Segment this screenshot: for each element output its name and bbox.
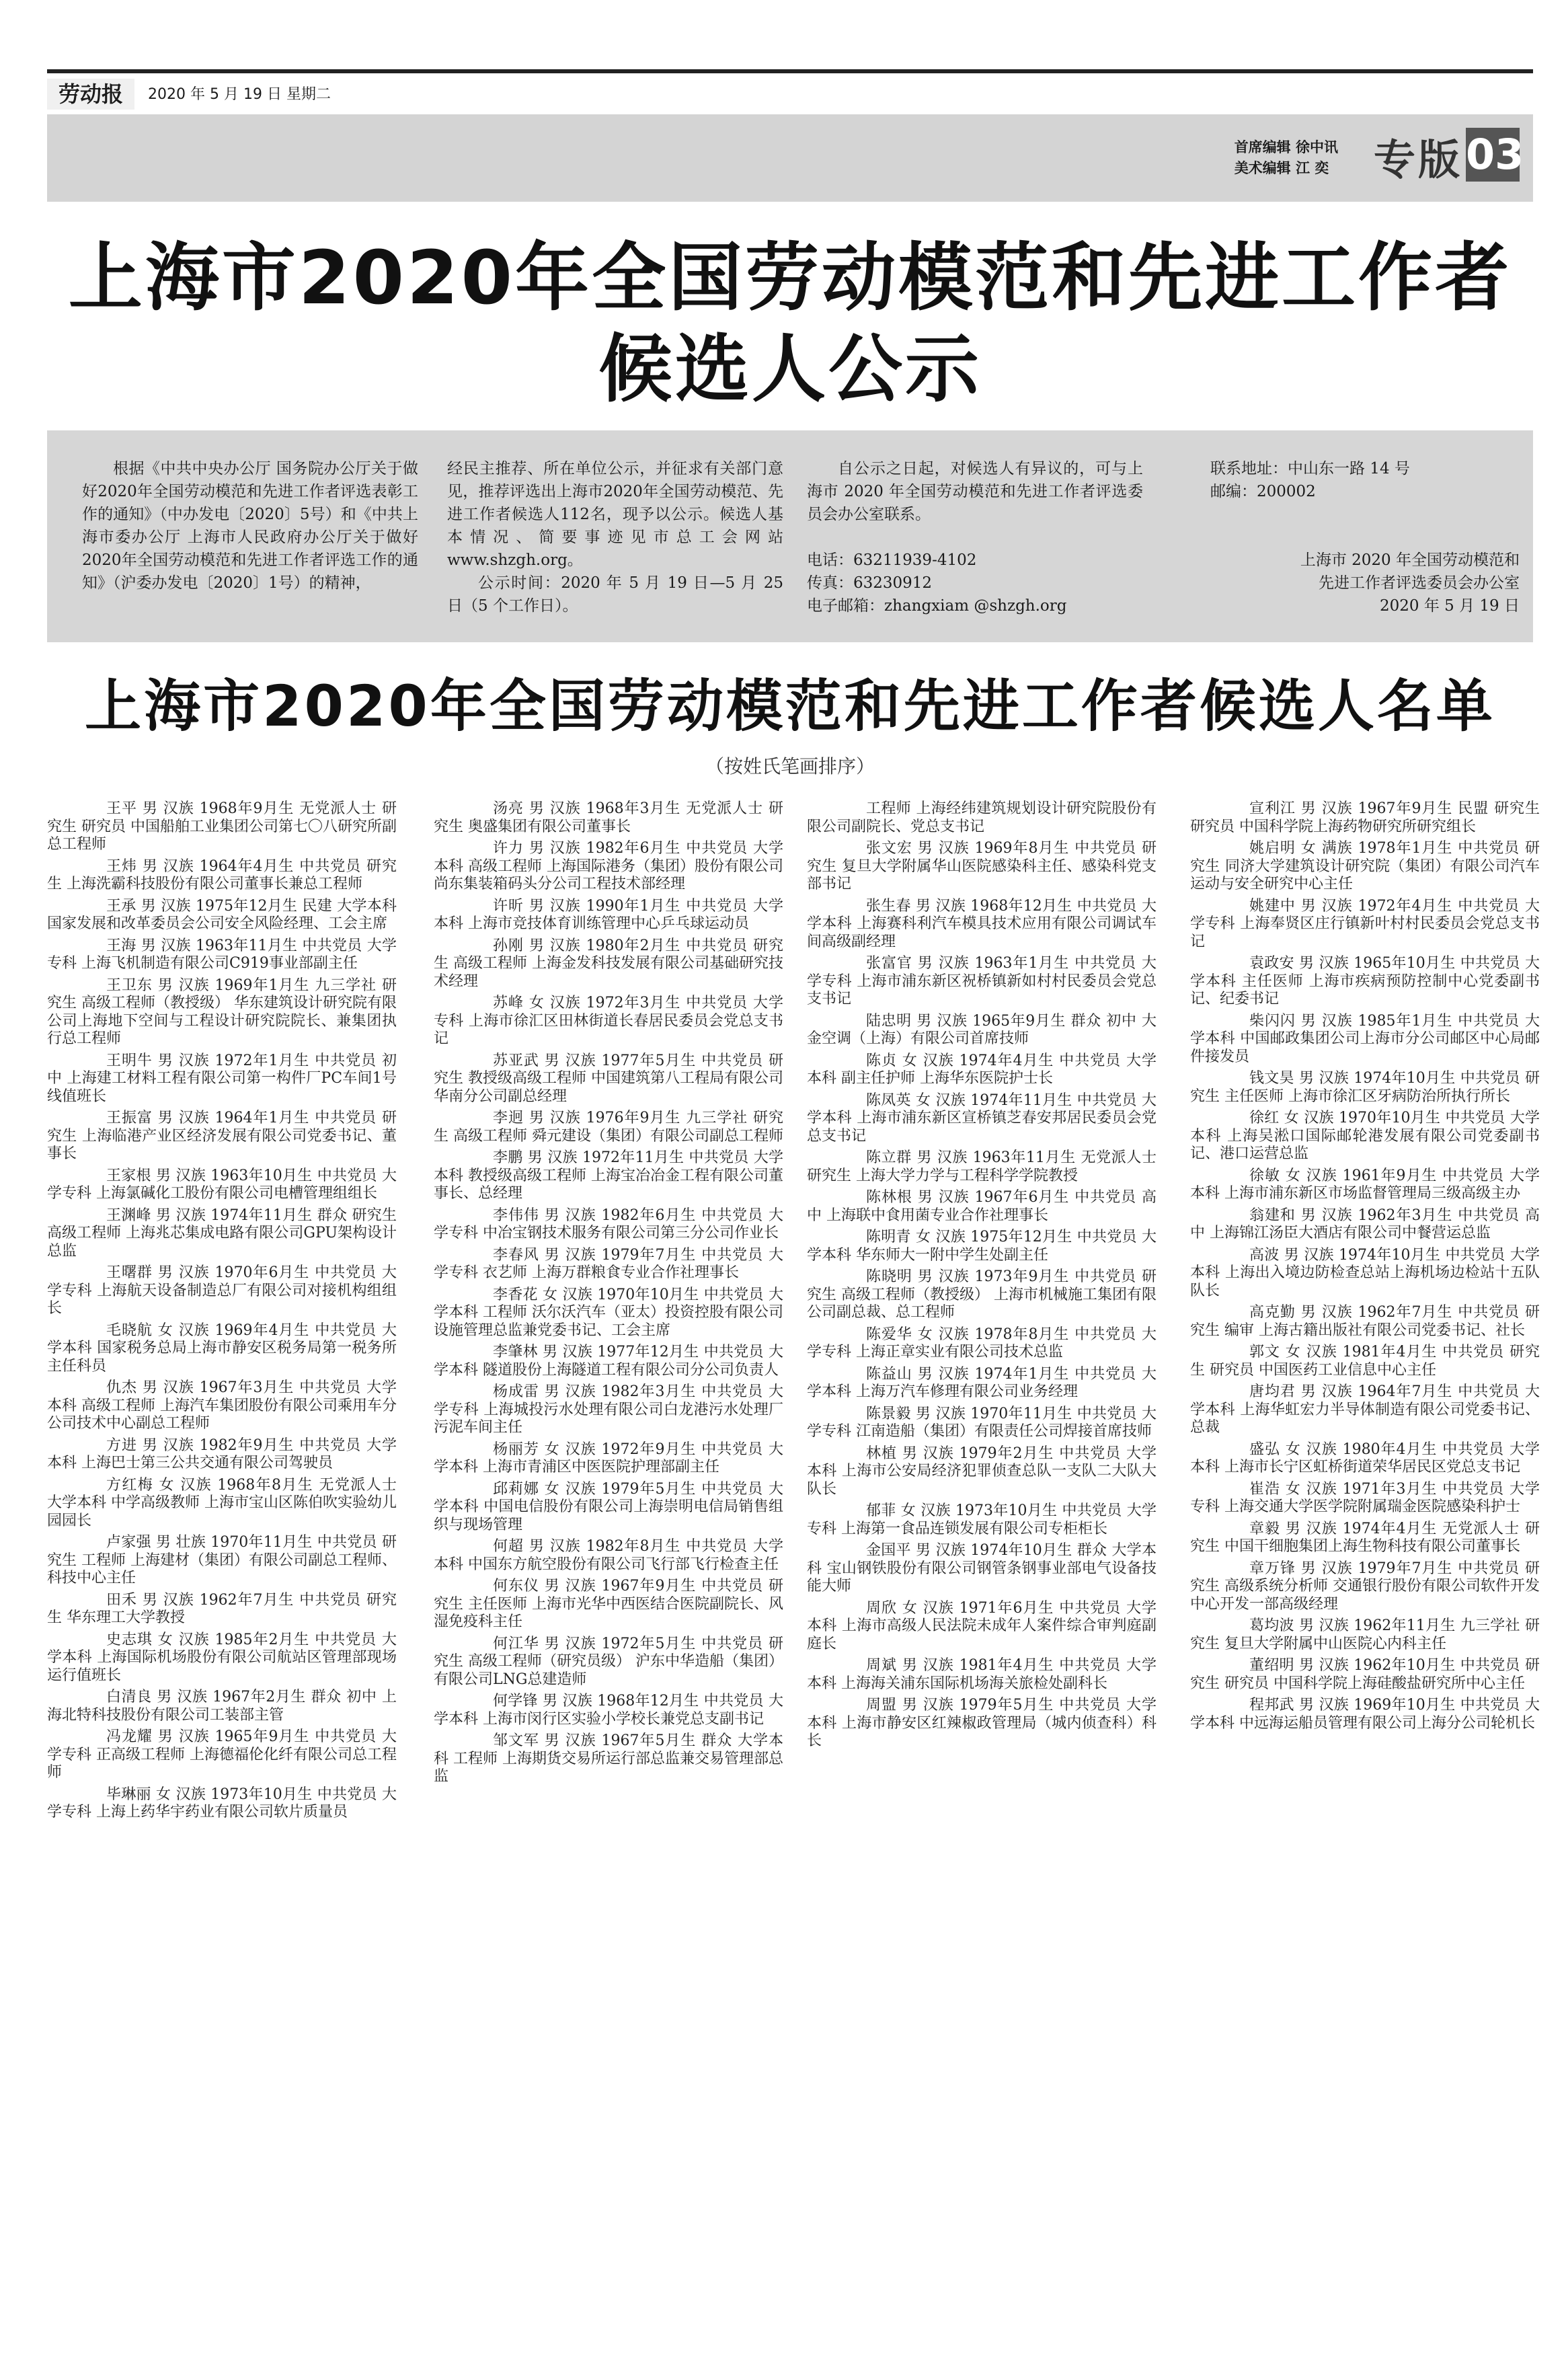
candidate-entry: 杨成雷 男 汉族 1982年3月生 中共党员 大学专科 上海城投污水处理有限公司白龙港污水处理厂污泥车间主任 bbox=[434, 1383, 783, 1436]
candidate-entry: 王承 男 汉族 1975年12月生 民建 大学本科 国家发展和改革委员会公司安全风险经理、工会主席 bbox=[47, 897, 397, 932]
candidate-entry: 陈明青 女 汉族 1975年12月生 中共党员 大学本科 华东师大一附中学生处副主任 bbox=[807, 1229, 1157, 1264]
candidate-entry: 白清良 男 汉族 1967年2月生 群众 初中 上海北特科技股份有限公司工装部主管 bbox=[47, 1689, 397, 1724]
candidate-entry: 何东仪 男 汉族 1967年9月生 中共党员 研究生 主任医师 上海市光华中西医结合医院副院长、风湿免疫科主任 bbox=[434, 1578, 783, 1630]
editor-credits bbox=[1235, 137, 1338, 179]
candidate-entry: 高克勤 男 汉族 1962年7月生 中共党员 研究生 编审 上海古籍出版社有限公司党委书记、社长 bbox=[1190, 1304, 1540, 1339]
candidate-entry: 苏峰 女 汉族 1972年3月生 中共党员 大学专科 上海市徐汇区田林街道长春居民委员会党总支书记 bbox=[434, 995, 783, 1047]
candidate-entry: 郁菲 女 汉族 1973年10月生 中共党员 大学专科 上海第一食品连锁发展有限公司专柜柜长 bbox=[807, 1502, 1157, 1537]
section-label: 专版 bbox=[1373, 135, 1462, 184]
candidate-entry: 邹文军 男 汉族 1967年5月生 群众 大学本科 工程师 上海期货交易所运行部总监兼交易管理部总监 bbox=[434, 1732, 783, 1785]
candidate-entry: 陈景毅 男 汉族 1970年11月生 中共党员 大学专科 江南造船（集团）有限责任公司焊接首席技师 bbox=[807, 1405, 1157, 1440]
candidate-entry: 毛晓航 女 汉族 1969年4月生 中共党员 大学本科 国家税务总局上海市静安区税务局第一税务所主任科员 bbox=[47, 1321, 397, 1375]
candidate-entry: 张文宏 男 汉族 1969年8月生 中共党员 研究生 复旦大学附属华山医院感染科主任、感染科党支部书记 bbox=[807, 840, 1157, 892]
candidate-column-2 bbox=[434, 800, 783, 1790]
notice-column-1 bbox=[82, 457, 418, 594]
candidate-entry: 仇杰 男 汉族 1967年3月生 中共党员 大学本科 高级工程师 上海汽车集团股份有限公司乘用车分公司技术中心副总工程师 bbox=[47, 1379, 397, 1432]
page-title-line1: 上海市2020年全国劳动模范和先进工作者 bbox=[68, 235, 1512, 321]
candidate-column-1 bbox=[47, 800, 397, 1826]
candidate-entry: 陈林根 男 汉族 1967年6月生 中共党员 高中 上海联中食用菌专业合作社理事长 bbox=[807, 1189, 1157, 1224]
candidate-entry: 周盟 男 汉族 1979年5月生 中共党员 大学本科 上海市静安区红辣椒政管理局（城内侦查科）科长 bbox=[807, 1697, 1157, 1749]
page-number: 03 bbox=[1466, 128, 1520, 182]
candidate-entry: 何江华 男 汉族 1972年5月生 中共党员 研究生 高级工程师（研究员级） 沪东中华造船（集团）有限公司LNG总建造师 bbox=[434, 1635, 783, 1688]
candidate-entry: 陈凤英 女 汉族 1974年11月生 中共党员 大学本科 上海市浦东新区宣桥镇芝春安邦居民委员会党总支书记 bbox=[807, 1091, 1157, 1145]
candidate-entry: 何学锋 男 汉族 1968年12月生 中共党员 大学本科 上海市闵行区实验小学校长兼党总支副书记 bbox=[434, 1693, 783, 1728]
notice-basis-text: 根据《中共中央办公厅 国务院办公厅关于做好2020年全国劳动模范和先进工作者评选表彰工作的通知》（中办发电〔2020〕5号）和《中共上海市委办公厅 上海市人民政府办公厅关于做好2020年全国劳动模范和先进工作者评选工作的通知》（沪委办发电〔2020〕1号）的精神， bbox=[82, 460, 418, 592]
candidate-entry: 方红梅 女 汉族 1968年8月生 无党派人士 大学本科 中学高级教师 上海市宝山区陈伯吹实验幼儿园园长 bbox=[47, 1476, 397, 1529]
list-subtitle: （按姓氏笔画排序） bbox=[705, 755, 875, 777]
candidate-entry: 工程师 上海经纬建筑规划设计研究院股份有限公司副院长、党总支书记 bbox=[807, 800, 1157, 835]
candidate-entry: 李春风 男 汉族 1979年7月生 中共党员 大学专科 衣艺师 上海万群粮食专业合作社理事长 bbox=[434, 1246, 783, 1281]
candidate-entry: 汤亮 男 汉族 1968年3月生 无党派人士 研究生 奥盛集团有限公司董事长 bbox=[434, 800, 783, 835]
candidate-entry: 冯龙耀 男 汉族 1965年9月生 中共党员 大学专科 正高级工程师 上海德福伦化纤有限公司总工程师 bbox=[47, 1728, 397, 1781]
candidate-entry: 杨丽芳 女 汉族 1972年9月生 中共党员 大学本科 上海市青浦区中医医院护理部副主任 bbox=[434, 1441, 783, 1475]
candidate-entry: 陈晓明 男 汉族 1973年9月生 中共党员 研究生 高级工程师（教授级） 上海市机械施工集团有限公司副总裁、总工程师 bbox=[807, 1268, 1157, 1321]
candidate-entry: 王明牛 男 汉族 1972年1月生 中共党员 初中 上海建工材料工程有限公司第一构件厂PC车间1号线值班长 bbox=[47, 1052, 397, 1105]
candidate-entry: 何超 男 汉族 1982年8月生 中共党员 大学本科 中国东方航空股份有限公司飞行部飞行检查主任 bbox=[434, 1538, 783, 1573]
notice-column-2 bbox=[447, 457, 783, 617]
candidate-entry: 李肇林 男 汉族 1977年12月生 中共党员 大学本科 隧道股份上海隧道工程有限公司分公司负责人 bbox=[434, 1344, 783, 1379]
page-title-line2: 候选人公示 bbox=[598, 326, 982, 412]
candidate-entry: 方进 男 汉族 1982年9月生 中共党员 大学本科 上海巴士第三公共交通有限公司驾驶员 bbox=[47, 1436, 397, 1471]
issue-date: 2020 年 5 月 19 日 bbox=[1380, 597, 1520, 615]
contact-fax: 传真：63230912 bbox=[807, 574, 933, 592]
candidate-entry: 宣利江 男 汉族 1967年9月生 民盟 研究生 研究员 中国科学院上海药物研究所研究组长 bbox=[1190, 800, 1540, 835]
candidate-entry: 郭文 女 汉族 1981年4月生 中共党员 研究生 研究员 中国医药工业信息中心主任 bbox=[1190, 1344, 1540, 1379]
candidate-entry: 陈爱华 女 汉族 1978年8月生 中共党员 大学专科 上海正章实业有限公司技术总监 bbox=[807, 1326, 1157, 1360]
masthead bbox=[47, 69, 1533, 114]
notice-objection-text: 自公示之日起，对候选人有异议的，可与上海市 2020 年全国劳动模范和先进工作者评选委员会办公室联系。 bbox=[807, 460, 1143, 523]
candidate-entry: 毕琳丽 女 汉族 1973年10月生 中共党员 大学专科 上海上药华宇药业有限公司软片质量员 bbox=[47, 1786, 397, 1820]
notice-result-text: 经民主推荐、所在单位公示，并征求有关部门意见，推荐评选出上海市2020年全国劳动模范、先进工作者候选人112名，现予以公示。候选人基本情况、简要事迹见市总工会网站www.shzgh.org。 bbox=[447, 460, 783, 569]
candidate-entry: 柴闪闪 男 汉族 1985年1月生 中共党员 大学本科 中国邮政集团公司上海市分公司邮区中心局邮件接发员 bbox=[1190, 1012, 1540, 1065]
notice-column-3 bbox=[807, 457, 1143, 617]
candidate-entry: 陈贞 女 汉族 1974年4月生 中共党员 大学本科 副主任护师 上海华东医院护士长 bbox=[807, 1052, 1157, 1087]
dateline: 2020 年 5 月 19 日 星期二 bbox=[148, 86, 331, 103]
candidate-entry: 王炜 男 汉族 1964年4月生 中共党员 研究生 上海洗霸科技股份有限公司董事长兼总工程师 bbox=[47, 857, 397, 892]
candidate-entry: 程邦武 男 汉族 1969年10月生 中共党员 大学本科 中远海运船员管理有限公司上海分公司轮机长 bbox=[1190, 1697, 1540, 1732]
candidate-entry: 周欣 女 汉族 1971年6月生 中共党员 大学本科 上海市高级人民法院未成年人案件综合审判庭副庭长 bbox=[807, 1599, 1157, 1652]
contact-address: 联系地址：中山东一路 14 号 bbox=[1210, 460, 1410, 477]
candidate-entry: 姚建中 男 汉族 1972年4月生 中共党员 大学专科 上海奉贤区庄行镇新叶村村民委员会党总支书记 bbox=[1190, 897, 1540, 950]
candidate-entry: 张富官 男 汉族 1963年1月生 中共党员 大学专科 上海市浦东新区祝桥镇新如村村民委员会党总支书记 bbox=[807, 955, 1157, 1007]
chief-editor: 首席编辑 徐中讯 bbox=[1234, 139, 1338, 155]
candidate-entry: 徐敏 女 汉族 1961年9月生 中共党员 大学本科 上海市浦东新区市场监督管理局三级高级主办 bbox=[1190, 1167, 1540, 1202]
candidate-entry: 徐红 女 汉族 1970年10月生 中共党员 大学本科 上海吴淞口国际邮轮港发展有限公司党委副书记、港口运营总监 bbox=[1190, 1110, 1540, 1162]
candidate-entry: 王渊峰 男 汉族 1974年11月生 群众 研究生 高级工程师 上海兆芯集成电路有限公司GPU架构设计总监 bbox=[47, 1206, 397, 1260]
candidate-entry: 史志琪 女 汉族 1985年2月生 中共党员 大学本科 上海国际机场股份有限公司航站区管理部现场运行值班长 bbox=[47, 1631, 397, 1684]
page-header-band bbox=[47, 114, 1533, 202]
candidate-entry: 高波 男 汉族 1974年10月生 中共党员 大学本科 上海出入境边防检查总站上海机场边检站十五队队长 bbox=[1190, 1246, 1540, 1299]
contact-zip: 邮编：200002 bbox=[1210, 483, 1316, 500]
contact-email: 电子邮箱：zhangxiam @shzgh.org bbox=[807, 597, 1067, 615]
candidate-entry: 王振富 男 汉族 1964年1月生 中共党员 研究生 上海临港产业区经济发展有限公司党委书记、董事长 bbox=[47, 1110, 397, 1162]
candidate-entry: 王平 男 汉族 1968年9月生 无党派人士 研究生 研究员 中国船舶工业集团公司第七〇八研究所副总工程师 bbox=[47, 800, 397, 853]
public-notice-box bbox=[47, 430, 1533, 642]
candidate-entry: 王海 男 汉族 1963年11月生 中共党员 大学专科 上海飞机制造有限公司C919事业部副主任 bbox=[47, 937, 397, 972]
candidate-entry: 钱文昊 男 汉族 1974年10月生 中共党员 研究生 主任医师 上海市徐汇区牙病防治所执行所长 bbox=[1190, 1070, 1540, 1105]
candidate-entry: 李迥 男 汉族 1976年9月生 九三学社 研究生 高级工程师 舜元建设（集团）有限公司副总工程师 bbox=[434, 1110, 783, 1145]
candidate-entry: 葛均波 男 汉族 1962年11月生 九三学社 研究生 复旦大学附属中山医院心内科主任 bbox=[1190, 1617, 1540, 1652]
candidate-entry: 盛弘 女 汉族 1980年4月生 中共党员 大学本科 上海市长宁区虹桥街道荣华居民区党总支书记 bbox=[1190, 1441, 1540, 1475]
candidate-entry: 李伟伟 男 汉族 1982年6月生 中共党员 大学专科 中冶宝钢技术服务有限公司第三分公司作业长 bbox=[434, 1206, 783, 1241]
candidate-entry: 袁政安 男 汉族 1965年10月生 中共党员 大学本科 主任医师 上海市疾病预防控制中心党委副书记、纪委书记 bbox=[1190, 955, 1540, 1007]
list-title: 上海市2020年全国劳动模范和先进工作者候选人名单 bbox=[85, 673, 1495, 739]
candidate-entry: 许力 男 汉族 1982年6月生 中共党员 大学本科 高级工程师 上海国际港务（集团）股份有限公司尚东集装箱码头分公司工程技术部经理 bbox=[434, 840, 783, 892]
candidate-entry: 翁建和 男 汉族 1962年3月生 中共党员 高中 上海锦江汤臣大酒店有限公司中餐营运总监 bbox=[1190, 1206, 1540, 1241]
page-title bbox=[47, 232, 1533, 415]
candidate-entry: 王曙群 男 汉族 1970年6月生 中共党员 大学专科 上海航天设备制造总厂有限公司对接机构组组长 bbox=[47, 1264, 397, 1317]
contact-phone: 电话：63211939-4102 bbox=[807, 551, 977, 569]
candidate-entry: 陈益山 男 汉族 1974年1月生 中共党员 大学本科 上海万汽车修理有限公司业务经理 bbox=[807, 1365, 1157, 1400]
candidate-entry: 周斌 男 汉族 1981年4月生 中共党员 大学本科 上海海关浦东国际机场海关旅检处副科长 bbox=[807, 1657, 1157, 1692]
candidate-entry: 陆忠明 男 汉族 1965年9月生 群众 初中 大金空调（上海）有限公司首席技师 bbox=[807, 1012, 1157, 1047]
candidate-entry: 王家根 男 汉族 1963年10月生 中共党员 大学专科 上海氯碱化工股份有限公司电槽管理组组长 bbox=[47, 1167, 397, 1202]
notice-column-4 bbox=[1210, 457, 1520, 617]
candidate-entry: 姚启明 女 满族 1978年1月生 中共党员 研究生 同济大学建筑设计研究院（集团）有限公司汽车运动与安全研究中心主任 bbox=[1190, 840, 1540, 892]
art-editor: 美术编辑 江 奕 bbox=[1234, 160, 1329, 176]
candidate-entry: 许昕 男 汉族 1990年1月生 中共党员 大学本科 上海市竞技体育训练管理中心乒乓球运动员 bbox=[434, 897, 783, 932]
candidate-entry: 李香花 女 汉族 1970年10月生 中共党员 大学本科 工程师 沃尔沃汽车（亚太）投资控股有限公司设施管理总监兼党委书记、工会主席 bbox=[434, 1286, 783, 1339]
candidate-entry: 王卫东 男 汉族 1969年1月生 九三学社 研究生 高级工程师（教授级） 华东建筑设计研究院有限公司上海地下空间与工程设计研究院院长、兼集团执行总工程师 bbox=[47, 976, 397, 1047]
candidate-entry: 崔浩 女 汉族 1971年3月生 中共党员 大学专科 上海交通大学医学院附属瑞金医院感染科护士 bbox=[1190, 1480, 1540, 1515]
candidate-entry: 苏亚武 男 汉族 1977年5月生 中共党员 研究生 教授级高级工程师 中国建筑第八工程局有限公司华南分公司副总经理 bbox=[434, 1052, 783, 1105]
issuer-line-2: 先进工作者评选委员会办公室 bbox=[1319, 574, 1520, 592]
candidate-entry: 邱莉娜 女 汉族 1979年5月生 中共党员 大学本科 中国电信股份有限公司上海崇明电信局销售组织与现场管理 bbox=[434, 1480, 783, 1533]
candidate-entry: 孙刚 男 汉族 1980年2月生 中共党员 研究生 高级工程师 上海金发科技发展有限公司基础研究技术经理 bbox=[434, 937, 783, 990]
candidate-entry: 唐均君 男 汉族 1964年7月生 中共党员 大学本科 上海华虹宏力半导体制造有限公司党委书记、总裁 bbox=[1190, 1383, 1540, 1436]
candidate-entry: 金国平 男 汉族 1974年10月生 群众 大学本科 宝山钢铁股份有限公司钢管条钢事业部电气设备技能大师 bbox=[807, 1542, 1157, 1595]
candidate-entry: 李鹏 男 汉族 1972年11月生 中共党员 大学本科 教授级高级工程师 上海宝冶冶金工程有限公司董事长、总经理 bbox=[434, 1149, 783, 1202]
candidate-column-3 bbox=[807, 800, 1157, 1755]
issuer-line-1: 上海市 2020 年全国劳动模范和 bbox=[1300, 551, 1520, 569]
candidate-column-4 bbox=[1190, 800, 1540, 1736]
notice-period-text: 公示时间：2020 年 5 月 19 日—5 月 25 日（5 个工作日）。 bbox=[447, 574, 783, 615]
candidate-entry: 田禾 男 汉族 1962年7月生 中共党员 研究生 华东理工大学教授 bbox=[47, 1591, 397, 1626]
candidate-entry: 林植 男 汉族 1979年2月生 中共党员 大学本科 上海市公安局经济犯罪侦查总队一支队二大队大队长 bbox=[807, 1445, 1157, 1498]
candidate-entry: 章毅 男 汉族 1974年4月生 无党派人士 研究生 中国干细胞集团上海生物科技有限公司董事长 bbox=[1190, 1520, 1540, 1555]
candidate-entry: 卢家强 男 壮族 1970年11月生 中共党员 研究生 工程师 上海建材（集团）有限公司副总工程师、科技中心主任 bbox=[47, 1534, 397, 1586]
candidate-entry: 陈立群 男 汉族 1963年11月生 无党派人士 研究生 上海大学力学与工程科学学院教授 bbox=[807, 1149, 1157, 1184]
candidate-entry: 张生春 男 汉族 1968年12月生 中共党员 大学本科 上海赛科利汽车模具技术应用有限公司调试车间高级副经理 bbox=[807, 897, 1157, 950]
newspaper-logo: 劳动报 bbox=[47, 79, 134, 110]
candidate-entry: 董绍明 男 汉族 1962年10月生 中共党员 研究生 研究员 中国科学院上海硅酸盐研究所中心主任 bbox=[1190, 1657, 1540, 1692]
candidate-entry: 章万锋 男 汉族 1979年7月生 中共党员 研究生 高级系统分析师 交通银行股份有限公司软件开发中心开发一部高级经理 bbox=[1190, 1560, 1540, 1613]
